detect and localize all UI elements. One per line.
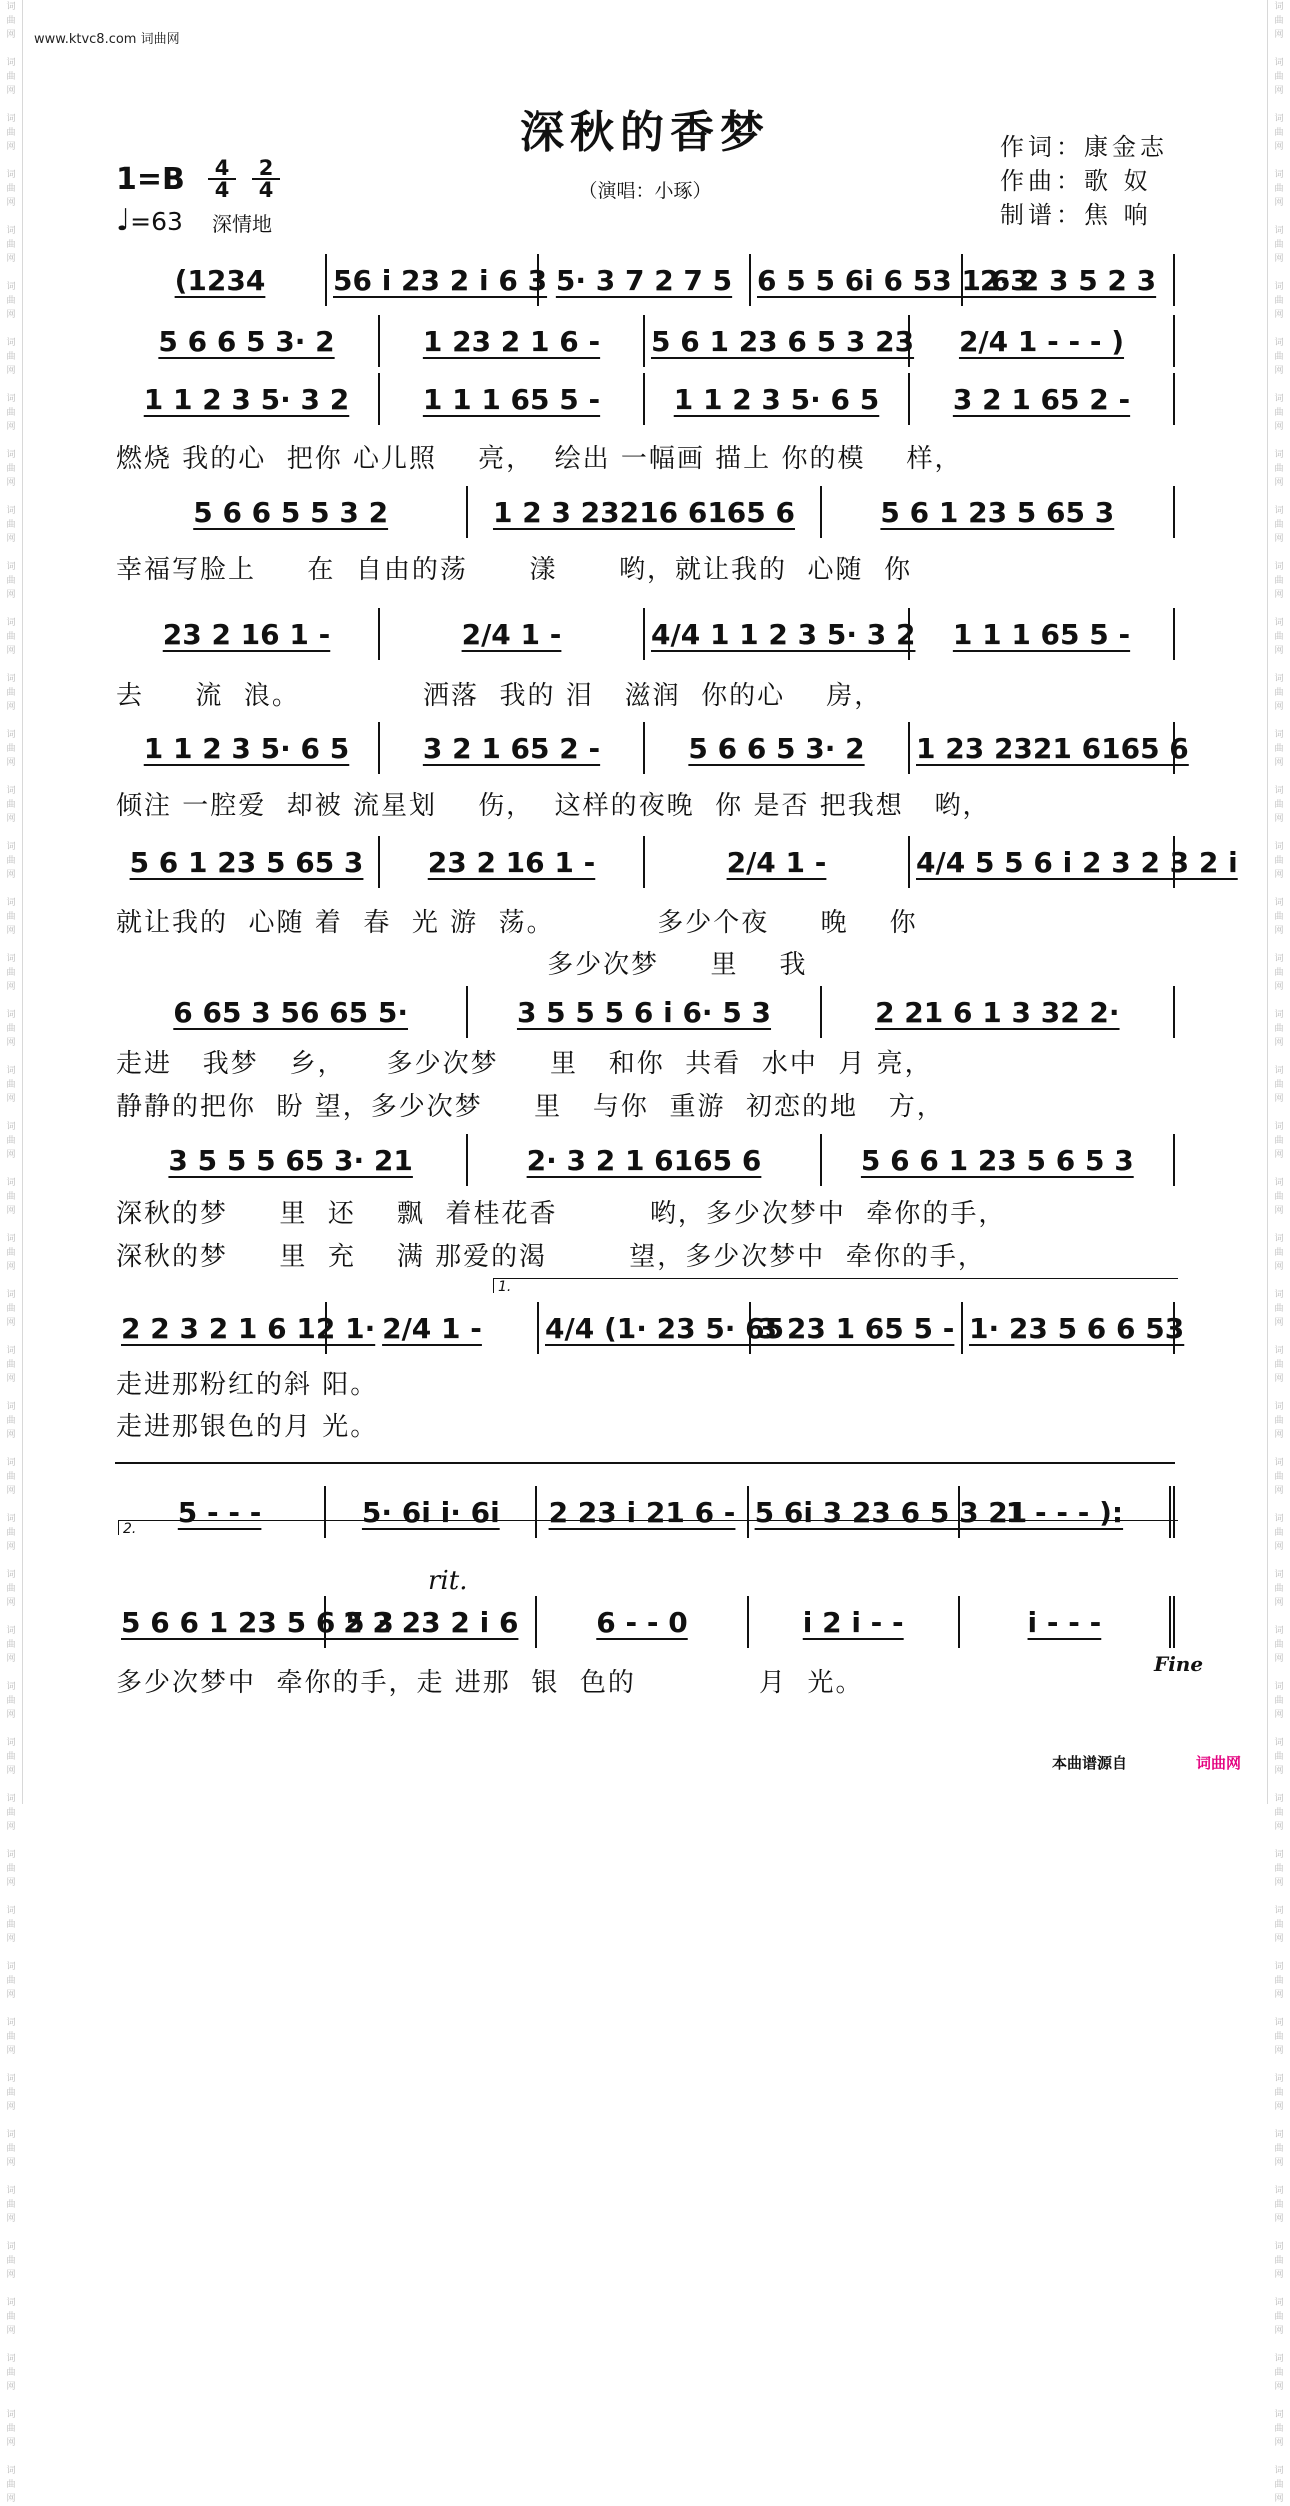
composer-credit: 作曲：歌 奴 [1000, 167, 1152, 195]
lyric-line: 去 流 浪。 洒落 我的 泪 滋润 你的心 房， [116, 681, 883, 711]
measure: 5 6 6 5 3· 2 [115, 315, 380, 367]
measure: 4/4 (1· 23 5· 65 [539, 1302, 751, 1354]
measure: 2 23 i 21 6 - [537, 1486, 748, 1538]
measure: 2· 3 2 1 6165 6 [468, 1134, 821, 1186]
fine-marking: Fine [1154, 1652, 1204, 1676]
score-row-8 [115, 986, 1175, 1038]
lyric-line: 多少次梦中 牵你的手，走 进那 银 色的 月 光。 [116, 1668, 864, 1698]
measure: 5 - - - [115, 1486, 326, 1538]
singer-credit: （演唱：小琢） [578, 180, 712, 202]
measure: 6 5 5 6i 6 53 1 63 [751, 254, 963, 306]
measure: 5 6 1 23 6 5 3 23 [645, 315, 910, 367]
volta-2-bracket: 2. [118, 1520, 1178, 1535]
measure: 5 6 6 1 23 5 6 5 3 [115, 1596, 326, 1648]
score-row-3 [115, 373, 1175, 425]
measure: 23 2 16 1 - [380, 836, 645, 888]
score-row-5 [115, 608, 1175, 660]
expression-marking: 深情地 [212, 212, 272, 236]
measure: 5 6 1 23 5 65 3 [115, 836, 380, 888]
right-watermark-strip: 词 曲 网 词 曲 网 词 曲 网 词 曲 网 词 曲 网 词 曲 网 词 曲 网 词 曲 网 词 曲 网 词 曲 网 词 曲 网 词 曲 网 词 曲 网 词 曲 网 词 曲 网 词 曲 网 词 曲 网 词 曲 网 词 曲 网 词 曲 网 词 曲 网 词 曲 网 词 曲 网 词 曲 网 词 曲 网 词 曲 网 词 曲 网 词 曲 网 词 曲 网 词 曲 网 词 曲 网 词 曲 网 词 曲 网 词 曲 网 词 曲 网 词 曲 网 词 曲 网 词 曲 网 词 曲 网 词 曲 网 词 曲 网 词 曲 网 词 曲 网 词 曲 网 词 曲 网 [1267, 0, 1290, 1804]
lyric-line: 燃烧 我的心 把你 心儿照 亮， 绘出 一幅画 描上 你的模 样， [116, 444, 963, 474]
measure: 1 2 3 23216 6165 6 [468, 486, 821, 538]
measure: 4/4 5 5 6 i 2 3 2 3 2 i [910, 836, 1175, 888]
measure: 2/4 1 - [380, 608, 645, 660]
measure: 2/4 1 - [327, 1302, 539, 1354]
measure: 1 1 2 3 5· 3 2 [115, 373, 380, 425]
measure: 2· 2 3 5 2 3 [963, 254, 1175, 306]
measure: 1 1 1 65 5 - [910, 608, 1175, 660]
measure: 3 23 1 65 5 - [751, 1302, 963, 1354]
measure: 5 6i 3 23 6 5 3 21 [749, 1486, 960, 1538]
quarter-note-icon: ♩ [116, 203, 131, 238]
measure: (1234 [115, 254, 327, 306]
measure: 2/4 1 - [645, 836, 910, 888]
volta-1-bracket: 1. [493, 1278, 1178, 1293]
measure: 6 - - 0 [537, 1596, 748, 1648]
lyricist-credit: 作词：康金志 [1000, 133, 1168, 161]
lyric-line: 倾注 一腔爱 却被 流星划 伤， 这样的夜晚 你 是否 把我想 哟， [116, 791, 991, 821]
score-row-9 [115, 1134, 1175, 1186]
tempo-value: =63 [130, 207, 183, 236]
measure: 1 1 2 3 5· 6 5 [645, 373, 910, 425]
time-signature-2-4 [252, 158, 280, 200]
lyric-line: 幸福写脸上 在 自由的荡 漾 哟，就让我的 心随 你 [116, 555, 913, 585]
measure: 2/4 1 - - - ) [910, 315, 1175, 367]
measure: 3 5 5 5 65 3· 21 [115, 1134, 468, 1186]
measure: 5· 6i i· 6i [326, 1486, 537, 1538]
measure: 6 65 3 56 65 5· [115, 986, 468, 1038]
score-row-1 [115, 254, 1175, 306]
measure: 5 6 1 23 5 65 3 [822, 486, 1175, 538]
lyric-line: 深秋的梦 里 充 满 那爱的渴 望，多少次梦中 牵你的手， [116, 1242, 986, 1272]
measure: 1 23 2 1 6 - [380, 315, 645, 367]
measure: 1 1 1 65 5 - [380, 373, 645, 425]
system-bracket-line [115, 1462, 1175, 1464]
credits [1000, 130, 1168, 232]
measure: 23 2 16 1 - [115, 608, 380, 660]
lyric-line: 走进那粉红的斜 阳。 [116, 1370, 379, 1400]
measure: 4/4 1 1 2 3 5· 3 2 [645, 608, 910, 660]
measure: i 2 i - - [749, 1596, 960, 1648]
final-measure: i - - - [960, 1596, 1175, 1648]
lyric-line: 就让我的 心随 着 春 光 游 荡。 多少个夜 晚 你 [116, 908, 918, 938]
left-watermark-strip: 词 曲 网 词 曲 网 词 曲 网 词 曲 网 词 曲 网 词 曲 网 词 曲 网 词 曲 网 词 曲 网 词 曲 网 词 曲 网 词 曲 网 词 曲 网 词 曲 网 词 曲 网 词 曲 网 词 曲 网 词 曲 网 词 曲 网 词 曲 网 词 曲 网 词 曲 网 词 曲 网 词 曲 网 词 曲 网 词 曲 网 词 曲 网 词 曲 网 词 曲 网 词 曲 网 词 曲 网 词 曲 网 词 曲 网 词 曲 网 词 曲 网 词 曲 网 词 曲 网 词 曲 网 词 曲 网 词 曲 网 词 曲 网 词 曲 网 词 曲 网 词 曲 网 词 曲 网 [0, 0, 23, 1804]
measure: 5 6 6 5 5 3 2 [115, 486, 468, 538]
repeat-end-measure: 1 - - - ): [960, 1486, 1175, 1538]
measure: 3 2 1 65 2 - [910, 373, 1175, 425]
site-url: www.ktvc8.com 词曲网 [34, 32, 180, 47]
time-signature-numerator: 4 [208, 158, 236, 180]
measure: 5 6 6 1 23 5 6 5 3 [822, 1134, 1175, 1186]
score-row-4 [115, 486, 1175, 538]
measure: 2 2 23 2 i 6 [326, 1596, 537, 1648]
source-site-link[interactable]: 词曲网 [1196, 1754, 1242, 1772]
time-signature-denominator: 4 [214, 178, 230, 202]
time-signature-numerator: 2 [252, 158, 280, 180]
time-signature-4-4 [208, 158, 236, 200]
score-row-12 [115, 1596, 1175, 1648]
measure: 1· 23 5 6 6 53 [963, 1302, 1175, 1354]
ritardando-marking: rit. [428, 1566, 468, 1596]
measure: 56 i 23 2 i 6 3 [327, 254, 539, 306]
score-row-7 [115, 836, 1238, 888]
measure: 2 21 6 1 3 32 2· [822, 986, 1175, 1038]
score-row-10 [115, 1302, 1185, 1354]
song-title: 深秋的香梦 [520, 107, 770, 158]
lyric-line: 多少次梦 里 我 [116, 950, 808, 980]
key-signature: 1=B [116, 162, 185, 197]
lyric-line: 走进那银色的月 光。 [116, 1412, 379, 1442]
tempo-marking [116, 203, 183, 238]
measure: 2 2 3 2 1 6 12 1· [115, 1302, 327, 1354]
score-row-2 [115, 315, 1175, 367]
measure: 1 23 2321 6165 6 [910, 722, 1175, 774]
time-signature-denominator: 4 [258, 178, 274, 202]
measure: 3 2 1 65 2 - [380, 722, 645, 774]
measure: 5 6 6 5 3· 2 [645, 722, 910, 774]
transcriber-credit: 制谱：焦 响 [1000, 201, 1152, 229]
source-label: 本曲谱源自 [1052, 1754, 1128, 1772]
measure: 1 1 2 3 5· 6 5 [115, 722, 380, 774]
lyric-line: 深秋的梦 里 还 飘 着桂花香 哟，多少次梦中 牵你的手， [116, 1199, 1007, 1229]
measure: 5· 3 7 2 7 5 [539, 254, 751, 306]
lyric-line: 静静的把你 盼 望，多少次梦 里 与你 重游 初恋的地 方， [116, 1092, 945, 1122]
lyric-line: 走进 我梦 乡， 多少次梦 里 和你 共看 水中 月 亮， [116, 1049, 933, 1079]
measure: 3 5 5 5 6 i 6· 5 3 [468, 986, 821, 1038]
score-row-6 [115, 722, 1189, 774]
